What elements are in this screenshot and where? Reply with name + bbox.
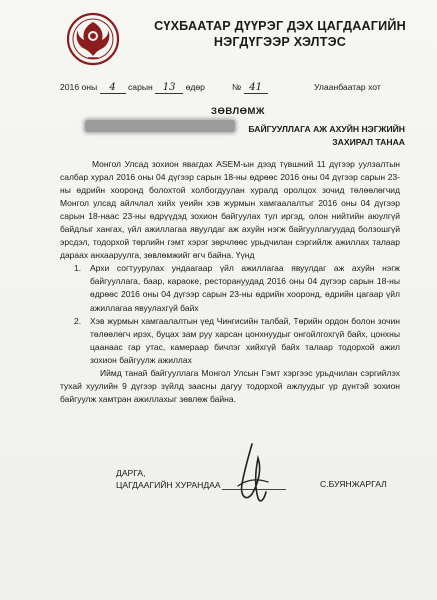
- list-item-number: 2.: [74, 315, 82, 326]
- organization-name-line2: НЭГДҮГЭЭР ХЭЛТЭС: [213, 35, 347, 49]
- document-place: Улаанбаатар хот: [314, 82, 381, 92]
- list-item-text: Хэв журмын хамгаалалтын үед Чингисийн талбай, Төрийн ордон болон зочин төлөөлөгч ирэх, буцах зам руу харсан цонхнуудыг онгойлгохгүй байх, цонхны цаанаас гар утас, камераар бичлэг хийхгүй байх талаар тодорхой ажил зохион байгуулж ажиллах: [90, 315, 400, 365]
- signatory-name: С.БУЯНЖАРГАЛ: [320, 479, 387, 489]
- addressee: [245, 123, 405, 149]
- date-day: 13: [155, 82, 183, 94]
- signatory-title-line2: ЦАГДААГИЙН ХУРАНДАА: [116, 480, 221, 490]
- organization-name-line1: СҮХБААТАР ДҮҮРЭГ ДЭХ ЦАГДААГИЙН: [154, 19, 406, 33]
- signatory-title: [116, 467, 221, 491]
- document-date: [60, 82, 205, 94]
- document-body: [60, 158, 400, 406]
- number-value: 41: [244, 82, 268, 94]
- date-month: 4: [100, 82, 126, 94]
- organization-title: [130, 18, 430, 50]
- date-year: 2016 оны: [60, 82, 98, 92]
- addressee-line2: ЗАХИРАЛ ТАНАА: [332, 137, 405, 147]
- list-item: [60, 262, 400, 314]
- redacted-block: [85, 120, 235, 132]
- list-item-text: Архи согтуурулах ундаагаар үйл ажиллагаа явуулдаг аж ахуйн нэгж байгууллага, баар, караоке, ресторануудад 2016 оны 04 дүгээр сарын 18-ны өдрөөс 2016 оны 04 дүгээр сарын 23-ны өдрийн хооронд, өдрийн цагаар үйл ажиллагаа явуулахгүй байх: [90, 263, 400, 313]
- date-month-label: сарын: [128, 82, 153, 92]
- handwritten-signature: [218, 440, 288, 512]
- recommendation-list: [60, 262, 400, 366]
- closing-paragraph: Иймд танай байгууллага Монгол Улсын Гэмт хэргээс урьдчилан сэргийлэх тухай хуулийн 9 дүгээр зүйлд заасны дагуу тодорхой ажлуудыг үр дүнтэй зохион байгуулж хамтран ажиллахыг зөвлөж байна.: [60, 367, 400, 404]
- number-prefix: №: [232, 82, 242, 92]
- police-emblem-icon: [66, 12, 120, 68]
- signatory-title-line1: ДАРГА,: [116, 468, 146, 478]
- addressee-line1: БАЙГУУЛЛАГА АЖ АХУЙН НЭГЖИЙН: [248, 124, 405, 134]
- intro-paragraph: Монгол Улсад зохион явагдах ASEM-ын дээд түвшний 11 дүгээр уулзалтын салбар хурал 2016 оны 04 дүгээр сарын 18-ны өдрөөс 2016 оны 04 дүгээр сарын 23-ны өдрийн хооронд болохтой холбогдуулан хуралд оролцох зочид төлөөлөгчид Монгол улсад айлчлал хийх үеийн хэв журмын хамгаалалтыг 2016 оны 04 дүгээр сарын 18-наас 23-ны өдрүүдэд зохион байгуулах тул иргэд, олон нийтийн аюулгүй байдлыг хангах, үйл ажиллагаа явуулдаг аж ахуйн нэгж байгууллагуудад болзошгүй эрсдэл, тодорхой төрлийн гэмт хэрэг зөрчлөөс урьдчилан сэргийлж ажиллах талаар дараах анхааруулга, зөвлөмжийг өгч байна. Үүнд: [60, 159, 400, 261]
- document-title: ЗӨВЛӨМЖ: [211, 106, 266, 117]
- list-item: [60, 315, 400, 367]
- date-day-label: өдөр: [185, 82, 205, 92]
- document-number: [232, 82, 268, 94]
- list-item-number: 1.: [74, 263, 82, 274]
